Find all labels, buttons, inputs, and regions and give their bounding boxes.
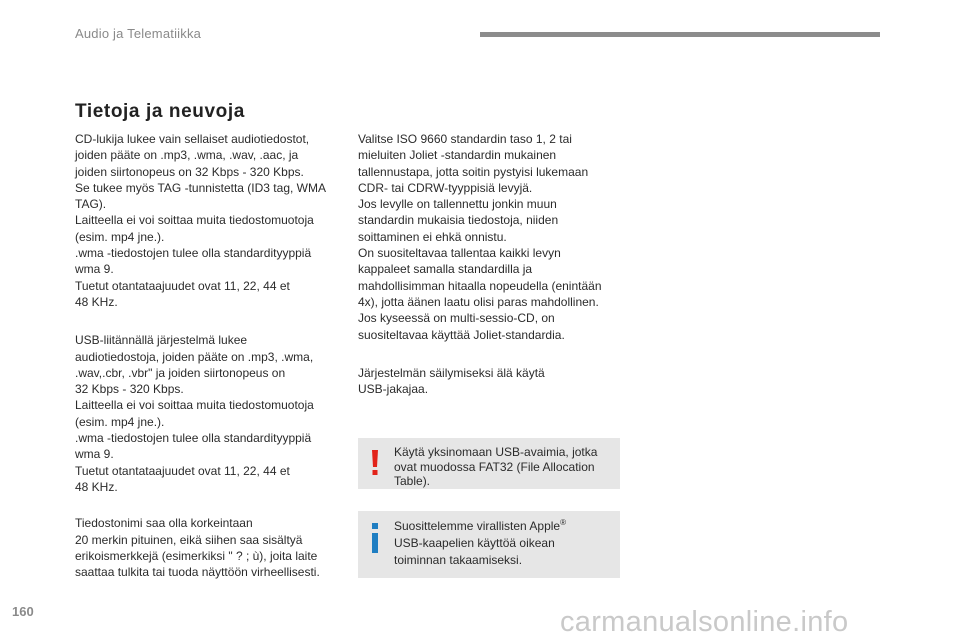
info-note-text-start: Suosittelemme virallisten Apple — [394, 519, 561, 533]
info-note-text-end: USB-kaapelien käyttöä oikean toiminnan takaamiseksi. — [394, 536, 555, 567]
usb-hub-paragraph: Järjestelmän säilymiseksi älä käytä USB-jakajaa. — [358, 365, 545, 397]
info-note-text — [394, 518, 610, 569]
header-bar — [480, 32, 880, 37]
filename-paragraph: Tiedostonimi saa olla korkeintaan 20 merkin pituinen, eikä siihen saa sisältyä erikoismerkkejä (esimerkiksi " ? ; ù), joita laite saattaa tulkita tai tuoda näyttöön virheellisesti. — [75, 516, 320, 580]
page-title: Tietoja ja neuvoja — [75, 101, 245, 122]
right-column — [358, 131, 628, 397]
registered-mark: ® — [560, 518, 566, 527]
page-number: 160 — [12, 604, 34, 619]
info-note — [358, 511, 620, 578]
cd-paragraph: CD-lukija lukee vain sellaiset audiotiedostot, joiden pääte on .mp3, .wma, .wav, .aac, ja joiden siirtonopeus on 32 Kbps - 320 Kbps. Se tukee myös TAG -tunnistetta (ID3 tag, WMA TAG). Laitteella ei voi soittaa muita tiedostomuotoja (esim. mp4 jne.). .wma -tiedostojen tulee olla standardityyppiä wma 9. Tuetut otantataajuudet ovat 11, 22, 44 et 48 KHz. — [75, 132, 326, 309]
running-header: Audio ja Telematiikka — [75, 26, 202, 41]
warning-note-text: Käytä yksinomaan USB-avaimia, jotka ovat muodossa FAT32 (File Allocation Table). — [394, 445, 598, 488]
warning-note — [358, 438, 620, 489]
left-column — [75, 131, 343, 580]
exclamation-icon — [368, 450, 382, 476]
watermark: carmanualsonline.info — [560, 606, 849, 638]
usb-paragraph: USB-liitännällä järjestelmä lukee audiotiedostoja, joiden pääte on .mp3, .wma, .wav,.cbr, .vbr" ja joiden siirtonopeus on 32 Kbps - 320 Kbps. Laitteella ei voi soittaa muita tiedostomuotoja (esim. mp4 jne.). .wma -tiedostojen tulee olla standardityyppiä wma 9. Tuetut otantataajuudet ovat 11, 22, 44 et 48 KHz. — [75, 333, 314, 494]
iso-paragraph: Valitse ISO 9660 standardin taso 1, 2 tai mieluiten Joliet -standardin mukainen tallennustapa, jotta soitin pystyisi lukemaan CDR- tai CDRW-tyyppisiä levyjä. Jos levylle on tallennettu jonkin muun standardin mukaisia tiedostoja, niiden soittaminen ei ehkä onnistu. On suositeltavaa tallentaa kaikki levyn kappaleet samalla standardilla ja mahdollisimman hitaalla nopeudella (enintään 4x), jotta äänen laatu olisi paras mahdollinen. Jos kyseessä on multi-sessio-CD, on suositeltavaa käyttää Joliet-standardia. — [358, 132, 602, 342]
info-icon — [369, 523, 381, 553]
